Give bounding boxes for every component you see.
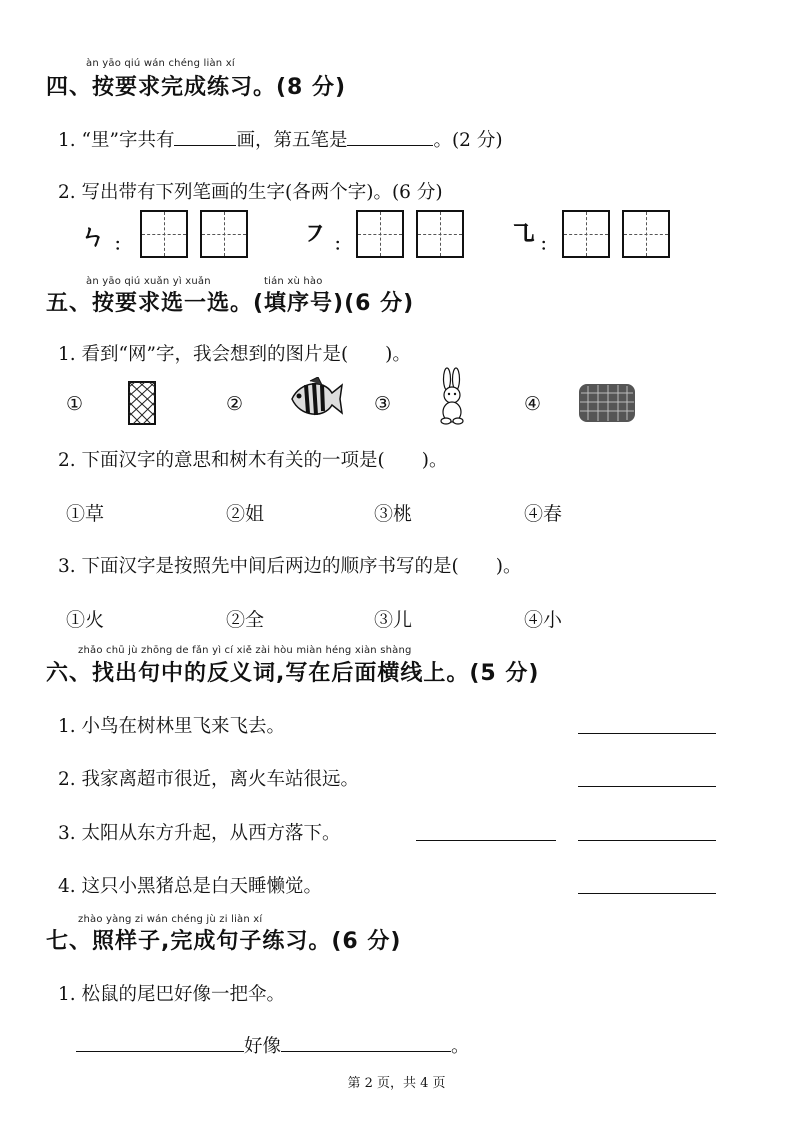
section5-title: 五、按要求选一选。(填序号)(6 分) xyxy=(46,291,415,316)
s5-q3-opt-2[interactable]: ②全 xyxy=(226,609,265,631)
section7-pinyin: zhào yàng zi wán chéng jù zi liàn xí xyxy=(78,914,263,925)
writing-grid-2b[interactable] xyxy=(416,210,464,258)
s7-pattern-end: 。 xyxy=(451,1036,470,1057)
s7-blank-2[interactable] xyxy=(281,1033,451,1052)
s4-q1-blank-2[interactable] xyxy=(347,127,433,146)
stroke-colon-2: ： xyxy=(334,235,351,254)
section4-title: 四、按要求完成练习。(8 分) xyxy=(46,75,347,100)
s6-answer-line-2[interactable] xyxy=(578,786,716,787)
s4-q1 xyxy=(58,126,503,152)
writing-grid-1b[interactable] xyxy=(200,210,248,258)
s5-q2-opt-1[interactable]: ①草 xyxy=(66,503,105,525)
stroke-3: ㇈ xyxy=(510,220,537,250)
s7-pattern-sentence xyxy=(76,1032,470,1058)
s5-q1-opt-1[interactable]: ① xyxy=(66,393,84,415)
s4-q1-text-c: 。(2 分) xyxy=(433,130,503,151)
s6-answer-line-4[interactable] xyxy=(578,893,716,894)
s5-q1-text: 1. 看到“网”字，我会想到的图片是( )。 xyxy=(58,344,411,365)
s6-answer-line-1[interactable] xyxy=(578,733,716,734)
stroke-colon-3: ： xyxy=(540,235,557,254)
s5-q2-opt-4[interactable]: ④春 xyxy=(524,503,563,525)
section6-pinyin: zhǎo chū jù zhōng de fǎn yì cí xiě zài hòu miàn héng xiàn shàng xyxy=(78,645,412,656)
fish-image xyxy=(288,377,344,421)
net-image xyxy=(126,380,158,426)
s5-q3-text: 3. 下面汉字是按照先中间后两边的顺序书写的是( )。 xyxy=(58,556,522,577)
s7-q1-text: 1. 松鼠的尾巴好像一把伞。 xyxy=(58,984,286,1005)
s5-q2-opt-3[interactable]: ③桃 xyxy=(374,503,413,525)
s6-answer-line-3b[interactable] xyxy=(578,840,716,841)
section6-title: 六、找出句中的反义词,写在后面横线上。(5 分) xyxy=(46,661,540,686)
section4-pinyin: àn yāo qiú wán chéng liàn xí xyxy=(86,58,235,69)
writing-grid-3b[interactable] xyxy=(622,210,670,258)
s4-q2-text: 2. 写出带有下列笔画的生字(各两个字)。(6 分) xyxy=(58,182,443,203)
writing-grid-1a[interactable] xyxy=(140,210,188,258)
s5-q2-text: 2. 下面汉字的意思和树木有关的一项是( )。 xyxy=(58,450,448,471)
writing-grid-3a[interactable] xyxy=(562,210,610,258)
s5-q1-opt-4[interactable]: ④ xyxy=(524,393,542,415)
s5-q1-opt-3[interactable]: ③ xyxy=(374,393,392,415)
s5-q3-opt-3[interactable]: ③儿 xyxy=(374,609,413,631)
s6-item-3: 3. 太阳从东方升起，从西方落下。 xyxy=(58,823,341,844)
stroke-2: ㇇ xyxy=(302,220,329,250)
s5-q1-opt-2[interactable]: ② xyxy=(226,393,244,415)
s5-q2-opt-2[interactable]: ②姐 xyxy=(226,503,265,525)
s5-q3-opt-1[interactable]: ①火 xyxy=(66,609,105,631)
s4-q1-text-a: 1. “里”字共有 xyxy=(58,130,175,151)
rabbit-image xyxy=(436,367,468,425)
s5-q3-opt-4[interactable]: ④小 xyxy=(524,609,563,631)
s4-q1-blank-1[interactable] xyxy=(174,127,236,146)
stroke-colon-1: ： xyxy=(114,235,131,254)
stroke-1: ㄣ xyxy=(80,222,107,252)
woven-mesh-image xyxy=(578,382,636,424)
s6-item-1: 1. 小鸟在树林里飞来飞去。 xyxy=(58,716,286,737)
s6-answer-line-3a[interactable] xyxy=(416,840,556,841)
s4-q1-text-b: 画，第五笔是 xyxy=(236,130,348,151)
page-footer: 第 2 页，共 4 页 xyxy=(347,1076,446,1091)
section5-pinyin-2: tián xù hào xyxy=(264,276,323,287)
s6-item-4: 4. 这只小黑猪总是白天睡懒觉。 xyxy=(58,876,323,897)
section5-pinyin-1: àn yāo qiú xuǎn yì xuǎn xyxy=(86,276,211,287)
writing-grid-2a[interactable] xyxy=(356,210,404,258)
section7-title: 七、照样子,完成句子练习。(6 分) xyxy=(46,929,402,954)
s7-blank-1[interactable] xyxy=(76,1033,244,1052)
s7-pattern-mid: 好像 xyxy=(244,1036,282,1057)
s6-item-2: 2. 我家离超市很近，离火车站很远。 xyxy=(58,769,360,790)
